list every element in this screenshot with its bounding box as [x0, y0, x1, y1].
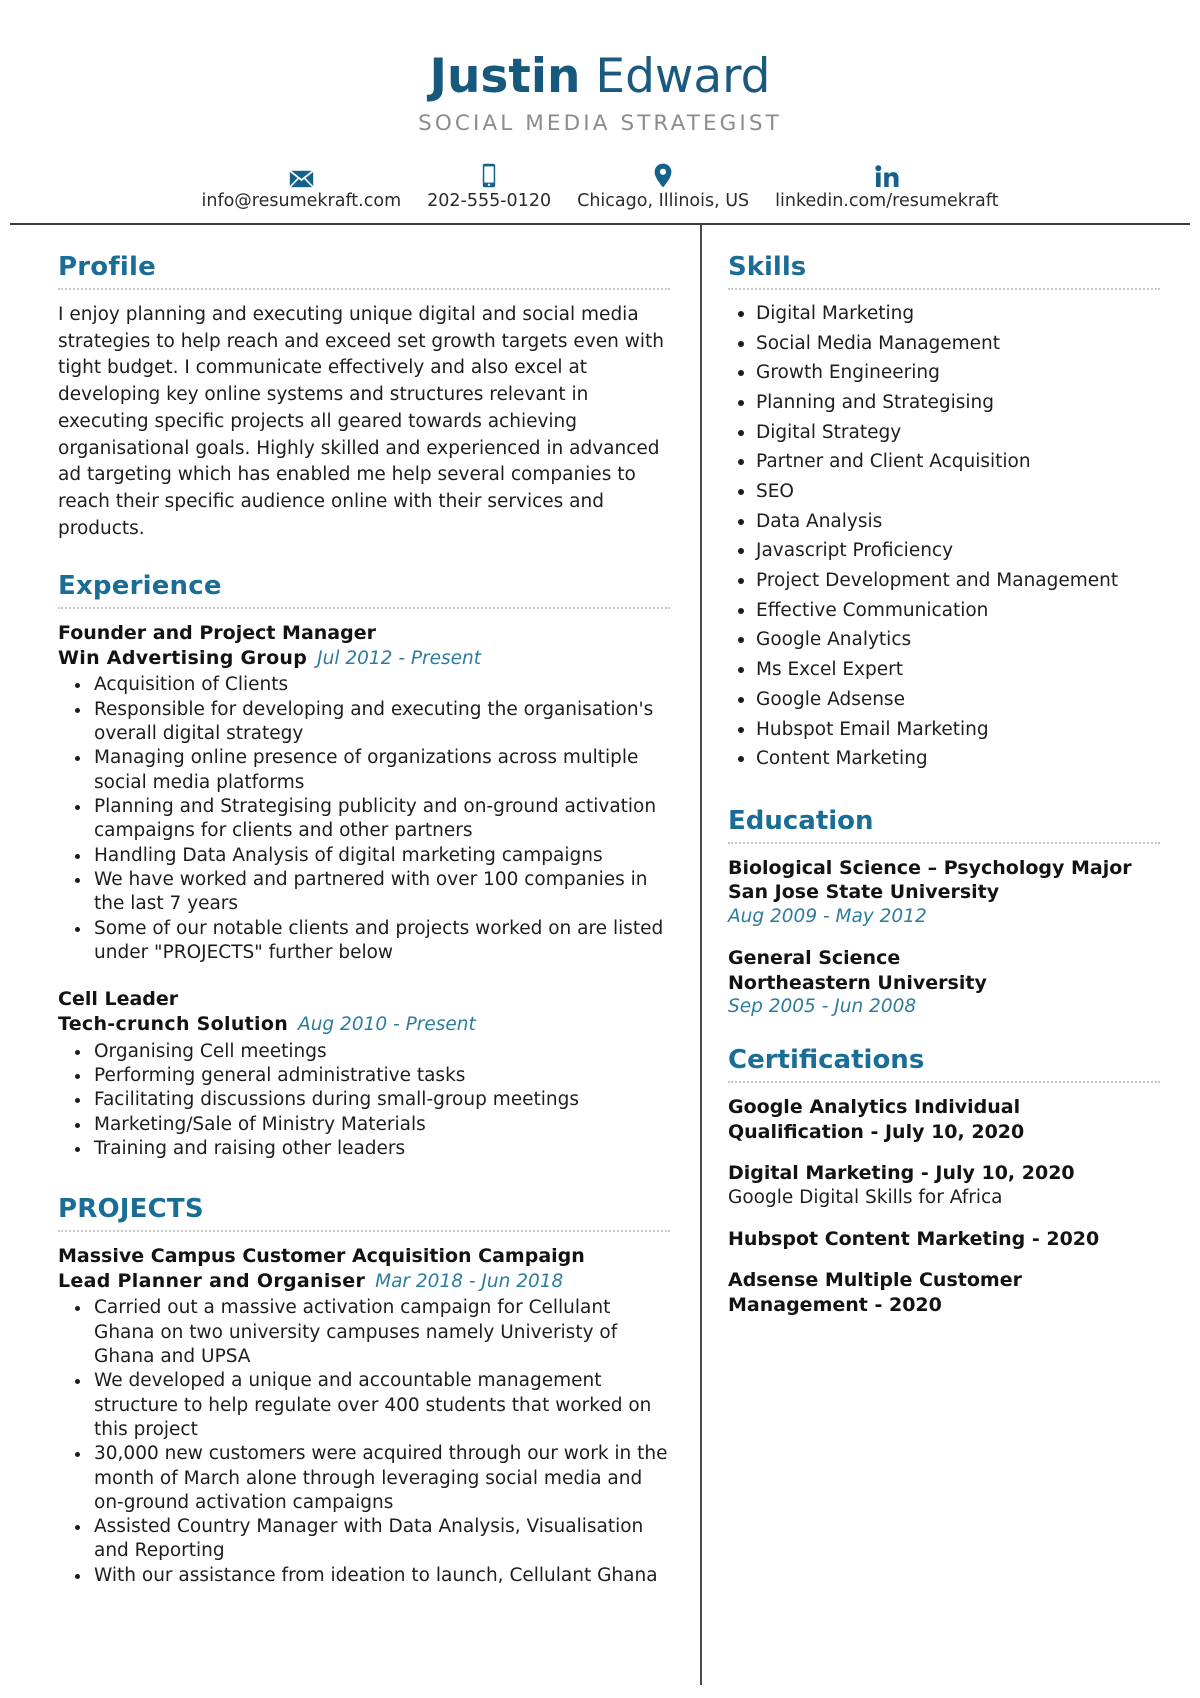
list-item: Growth Engineering [756, 361, 1160, 386]
projects-heading: PROJECTS [58, 1194, 204, 1225]
certification-subtitle: Google Digital Skills for Africa [728, 1187, 1003, 1209]
project-date: Mar 2018 - Jun 2018 [375, 1270, 564, 1292]
project-entry [58, 1244, 670, 1588]
education-degree: Biological Science – Psychology Major [728, 856, 1132, 879]
experience-organization: Win Advertising Group [58, 647, 308, 670]
resume-body [0, 225, 1200, 1685]
list-item: Handling Data Analysis of digital marketing campaigns [92, 844, 670, 868]
list-item: Planning and Strategising publicity and on-ground activation campaigns for clients and other partners [92, 795, 670, 844]
list-item: With our assistance from ideation to launch, Cellulant Ghana [92, 1564, 670, 1588]
education-date: Sep 2005 - Jun 2008 [728, 996, 917, 1018]
list-item: Digital Strategy [756, 421, 1160, 446]
contact-location-text: Chicago, Illinois, US [577, 190, 750, 211]
resume-header [0, 0, 1200, 225]
project-role: Lead Planner and Organiser [58, 1269, 366, 1292]
education-date: Aug 2009 - May 2012 [728, 905, 927, 927]
list-item: Training and raising other leaders [92, 1137, 670, 1161]
list-item: Google Analytics [756, 628, 1160, 653]
contact-row [0, 162, 1200, 211]
projects-heading-rule [58, 1230, 670, 1232]
experience-date: Aug 2010 - Present [298, 1014, 476, 1036]
list-item: We have worked and partnered with over 100 companies in the last 7 years [92, 868, 670, 917]
list-item: Content Marketing [756, 747, 1160, 772]
certification-title: Adsense Multiple Customer Management - 2020 [728, 1268, 1022, 1316]
certification-entry [728, 1227, 1160, 1252]
education-heading-rule [728, 842, 1160, 844]
list-item: Facilitating discussions during small-group meetings [92, 1088, 670, 1112]
section-skills [728, 253, 1160, 772]
list-item: Marketing/Sale of Ministry Materials [92, 1113, 670, 1137]
experience-entry [58, 987, 670, 1161]
list-item: Partner and Client Acquisition [756, 450, 1160, 475]
list-item: Project Development and Management [756, 569, 1160, 594]
spacer [58, 969, 670, 987]
list-item: Data Analysis [756, 510, 1160, 535]
list-item: Hubspot Email Marketing [756, 718, 1160, 743]
skills-heading-rule [728, 288, 1160, 290]
list-item: Organising Cell meetings [92, 1040, 670, 1064]
contact-item-location[interactable] [564, 162, 762, 211]
list-item: Google Adsense [756, 688, 1160, 713]
spacer [728, 777, 1160, 807]
section-education [728, 807, 1160, 1019]
education-degree: General Science [728, 946, 901, 969]
list-item: 30,000 new customers were acquired through our work in the month of March alone through leveraging social media and on-ground activation campaigns [92, 1442, 670, 1515]
spacer [58, 542, 670, 572]
certification-entry [728, 1161, 1160, 1210]
project-title: Massive Campus Customer Acquisition Campaign [58, 1244, 585, 1267]
list-item: Javascript Proficiency [756, 539, 1160, 564]
profile-text: I enjoy planning and executing unique digital and social media strategies to help reach and exceed set growth targets even with tight budget. I communicate effectively and also excel at developing key online systems and structures relevant in executing specific projects all geared towards achieving organisational goals. Highly skilled and experienced in advanced ad targeting which has enabled me help several companies to reach their specific audience online with their services and products. [58, 303, 664, 539]
list-item: Digital Marketing [756, 302, 1160, 327]
certifications-heading: Certifications [728, 1045, 925, 1076]
section-projects [58, 1195, 670, 1588]
map-pin-icon [654, 162, 672, 188]
list-item: Responsible for developing and executing the organisation's overall digital strategy [92, 698, 670, 747]
education-school: Northeastern University [728, 971, 987, 994]
candidate-job-title: SOCIAL MEDIA STRATEGIST [418, 110, 782, 136]
experience-date: Jul 2012 - Present [317, 648, 482, 670]
list-item: Managing online presence of organizations across multiple social media platforms [92, 746, 670, 795]
certification-title: Google Analytics Individual Qualification - July 10, 2020 [728, 1095, 1025, 1144]
skills-heading: Skills [728, 252, 807, 283]
education-entry [728, 946, 1160, 1019]
list-item: Assisted Country Manager with Data Analysis, Visualisation and Reporting [92, 1515, 670, 1564]
certifications-heading-rule [728, 1081, 1160, 1083]
education-school: San Jose State University [728, 881, 1000, 904]
experience-heading: Experience [58, 571, 222, 602]
experience-role: Cell Leader [58, 988, 179, 1011]
education-heading: Education [728, 805, 874, 836]
experience-organization: Tech-crunch Solution [58, 1013, 289, 1036]
envelope-icon [289, 162, 314, 188]
certification-title: Digital Marketing - July 10, 2020 [728, 1162, 1075, 1185]
experience-heading-rule [58, 607, 670, 609]
contact-item-phone[interactable] [414, 162, 564, 211]
certification-entry [728, 1095, 1160, 1145]
list-item: Effective Communication [756, 599, 1160, 624]
list-item: Acquisition of Clients [92, 673, 670, 697]
experience-org-line [58, 1012, 670, 1037]
list-item: We developed a unique and accountable management structure to help regulate over 400 students that worked on this project [92, 1369, 670, 1442]
list-item: Carried out a massive activation campaign for Cellulant Ghana on two university campuses namely Univeristy of Ghana and UPSA [92, 1296, 670, 1369]
experience-bullet-list [58, 673, 670, 965]
section-experience [58, 572, 670, 1161]
section-certifications [728, 1046, 1160, 1317]
certification-entry [728, 1268, 1160, 1318]
skills-list [728, 302, 1160, 772]
profile-heading-rule [58, 288, 670, 290]
candidate-last-name: Edward [595, 49, 771, 104]
profile-heading: Profile [58, 252, 156, 283]
list-item: Performing general administrative tasks [92, 1064, 670, 1088]
main-column [0, 225, 700, 1685]
experience-entry [58, 621, 670, 965]
certification-title: Hubspot Content Marketing - 2020 [728, 1227, 1100, 1250]
contact-item-linkedin[interactable] [762, 162, 1011, 211]
linkedin-icon [875, 162, 899, 188]
project-bullet-list [58, 1296, 670, 1588]
candidate-first-name: Justin [429, 49, 581, 104]
list-item: SEO [756, 480, 1160, 505]
contact-linkedin-text: linkedin.com/resumekraft [775, 190, 999, 211]
experience-role: Founder and Project Manager [58, 621, 376, 644]
list-item: Some of our notable clients and projects worked on are listed under "PROJECTS" further below [92, 917, 670, 966]
experience-org-line [58, 646, 670, 671]
list-item: Social Media Management [756, 332, 1160, 357]
mobile-phone-icon [482, 162, 496, 188]
education-entry [728, 856, 1160, 929]
list-item: Planning and Strategising [756, 391, 1160, 416]
contact-email-text: info@resumekraft.com [201, 190, 402, 211]
contact-item-email[interactable] [188, 162, 414, 211]
list-item: Ms Excel Expert [756, 658, 1160, 683]
spacer [58, 1165, 670, 1195]
candidate-name [0, 49, 1200, 104]
experience-bullet-list [58, 1040, 670, 1162]
section-profile [58, 253, 670, 542]
sidebar-column [700, 225, 1200, 1685]
contact-phone-text: 202-555-0120 [427, 190, 552, 211]
project-role-line [58, 1269, 670, 1294]
